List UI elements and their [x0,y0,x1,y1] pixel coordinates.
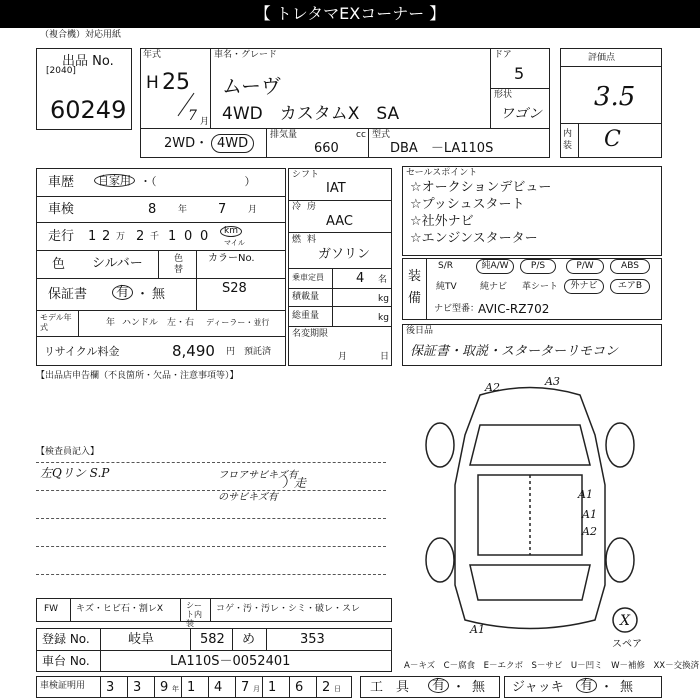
engine-unit: cc [356,130,366,140]
equip-pw: P/W [566,259,604,274]
seller-notes-label: 【出品店申告欄（不良箇所・欠品・注意事項等）】 [36,371,239,381]
color-no: S28 [222,281,247,296]
diag-mark-2: A3 [545,375,560,388]
jack-sep: ・ [600,680,614,695]
spare-label: スペア [612,639,642,650]
change-label: 名変期限 [292,329,329,339]
car-diagram [400,375,660,655]
jack-yes: 有 [576,678,597,693]
year-value: 25 [162,70,190,95]
fw-value: キズ・ヒビ石・割レX [76,604,163,614]
reg-class: 582 [200,632,225,647]
cert-digit: 3 [106,680,115,695]
inspector-label: 【検査員記入】 [36,447,100,457]
change-day: 日 [380,352,390,362]
history-rest: ・（ ） [140,175,256,188]
reg-number: 353 [300,632,325,647]
cert-label: 車検証明用 [40,681,86,691]
sales-label: セールスポイント [406,168,478,178]
diag-mark-6: A1 [470,623,485,636]
interior-value: C [604,127,621,152]
cert-digit: 4 [214,680,223,695]
change-month: 月 [338,352,348,362]
color-value: シルバー [92,256,143,271]
model-grade: 4WD カスタムX SA [222,104,400,124]
tools-yes: 有 [428,678,449,693]
interior-label: 内装 [563,129,573,151]
warranty-sep: ・ [136,287,150,302]
sales-item-1: ☆オークションデビュー [410,180,552,195]
cert-digit: 7 [241,680,250,695]
inspection-month: 7 [218,202,227,217]
score-value: 3.5 [594,82,636,112]
recycle-label: リサイクル料金 [44,345,120,358]
cert-digit: 9 [160,680,169,695]
warranty-no: 無 [152,287,166,302]
diag-mark-3: A1 [578,488,593,501]
model-year-label: モデル年式 [40,313,72,332]
equip-sr: S/R [438,261,453,271]
weight-label: 総重量 [292,311,320,321]
later-value: 保証書・取説・スターターリモコン [410,344,619,359]
later-label: 後日品 [406,326,434,336]
score-label: 評価点 [588,53,616,63]
equip-ps: P/S [520,259,556,274]
mileage-d6: 0 [200,229,209,244]
navi-label: ナビ型番： [434,304,480,314]
shape-label: 形状 [494,90,513,100]
chassis-label: 車台 No. [42,654,90,668]
recycle-value: 8,490 [172,342,215,360]
model-year-dealer: ディーラー・並行 [206,318,270,327]
jack-no: 無 [620,680,634,695]
year-month-unit: 月 [200,117,210,127]
inspection-month-unit: 月 [248,205,258,215]
mileage-mile: マイル [224,239,245,247]
inspection-label: 車検 [48,202,75,217]
doors-label: ドア [494,50,512,60]
year-era: H [146,73,159,93]
shift-value: IAT [326,181,346,196]
doors-value: 5 [514,64,525,83]
inspector-note-2b: のサビキズ有 [218,492,278,503]
model-year-year: 年 [106,318,116,328]
history-value: 自家用 [94,174,135,187]
navi-model: AVIC-RZ702 [478,302,550,316]
fuel-label: 燃料 [292,235,323,245]
cert-digit: 3 [133,680,142,695]
capacity-value: 4 [356,271,365,286]
reg-place: 岐阜 [128,632,155,647]
weight-unit: kg [378,313,389,323]
equip-navi: 純ナビ [480,282,508,292]
tools-label: 工 具 [370,680,410,695]
recycle-unit: 円 預託済 [226,347,272,357]
banner-title: 【 トレタマEXコーナー 】 [254,4,446,23]
lot-number: 60249 [50,96,127,124]
year-label: 年式 [143,50,162,60]
mileage-d3: 2 [136,229,145,244]
color-no-label: カラーNo. [208,253,255,264]
equip-ext-navi: 外ナビ [564,279,604,294]
mileage-sen: 千 [150,232,160,242]
cert-digit: 6 [295,680,304,695]
equip-abs: ABS [610,259,650,274]
equip-airbag: エアB [610,279,650,294]
load-label: 積載量 [292,292,320,302]
mileage-d5: 0 [184,229,193,244]
inspector-note-2c: ）走 [282,476,307,490]
seat-label: シート内装 [186,601,202,628]
history-label: 車歴 [48,175,75,190]
diag-mark-1: A2 [485,381,500,394]
model-code-value: DBA －LA110S [390,141,494,156]
ac-value: AAC [326,214,353,229]
inspector-note-1: 左Qリン S.P [40,466,110,480]
color-change-label: 色替 [174,254,184,275]
seat-value: コゲ・汚・汚レ・シミ・破レ・スレ [216,604,361,614]
cert-unit: 年 [172,685,179,693]
diag-mark-5: A2 [582,525,597,538]
banner [0,0,700,28]
reg-kana: め [242,632,256,647]
reg-label: 登録 No. [42,632,90,646]
cert-digit: 1 [187,680,196,695]
model-label: 車名・グレード [214,50,278,60]
warranty-yes: 有 [112,285,133,300]
inspection-year: 8 [148,202,157,217]
cert-unit: 日 [334,685,341,693]
mileage-d4: 1 [168,229,177,244]
load-unit: kg [378,294,389,304]
equip-leather: 革シート [522,282,559,292]
jack-label: ジャッキ [512,680,564,695]
drive-two: 2WD・ [164,136,209,151]
equip-tv: 純TV [436,282,457,292]
mileage-km: km [220,226,242,237]
cert-unit: 月 [253,685,260,693]
sales-item-4: ☆エンジンスターター [410,231,538,246]
spare-mark: X [620,613,630,629]
chassis-value: LA110S－0052401 [170,654,291,669]
inspection-year-unit: 年 [178,205,188,215]
model-name: ムーヴ [222,74,281,98]
sales-item-3: ☆社外ナビ [410,214,474,229]
cert-digit: 2 [322,680,331,695]
tools-no: 無 [472,680,486,695]
tools-sep: ・ [452,680,466,695]
cert-digit: 1 [268,680,277,695]
engine-label: 排気量 [270,130,298,140]
warranty-label: 保証書 [48,287,88,302]
color-label: 色 [52,257,66,272]
model-year-handle: ハンドル 左・右 [122,318,195,328]
sales-item-2: ☆プッシュスタート [410,197,525,212]
drive-four [211,134,254,153]
drive-four-text: 4WD [217,136,249,151]
fuel-value: ガソリン [318,247,371,262]
mileage-label: 走行 [48,229,75,244]
capacity-unit: 名 [378,275,388,285]
fw-label: FW [44,604,59,614]
model-code-label: 型式 [372,130,391,140]
lot-label: 出品 No. [62,54,114,69]
mileage-d1: 1 [88,229,97,244]
equipment-label: 装備 [408,269,422,306]
ac-label: 冷房 [292,202,323,212]
damage-legend: A－キズ C－腐食 E－エクボ S－サビ U－凹ミ W－補修 XX－交換済 [404,661,700,671]
equip-aw: 純A/W [476,259,514,274]
inspector-note-2a: フロアサビキズ有 [218,470,298,481]
engine-value: 660 [314,141,339,156]
year-month: 7 [188,108,197,124]
shift-label: シフト [292,170,320,180]
mileage-d2: 2 [102,229,111,244]
capacity-label: 乗車定員 [292,273,324,282]
diag-mark-4: A1 [582,508,597,521]
shape-value: ワゴン [500,106,542,122]
copy-note: （複合機）対応用紙 [40,30,122,40]
mileage-man: 万 [116,232,126,242]
lot-code: [2040] [46,66,76,76]
